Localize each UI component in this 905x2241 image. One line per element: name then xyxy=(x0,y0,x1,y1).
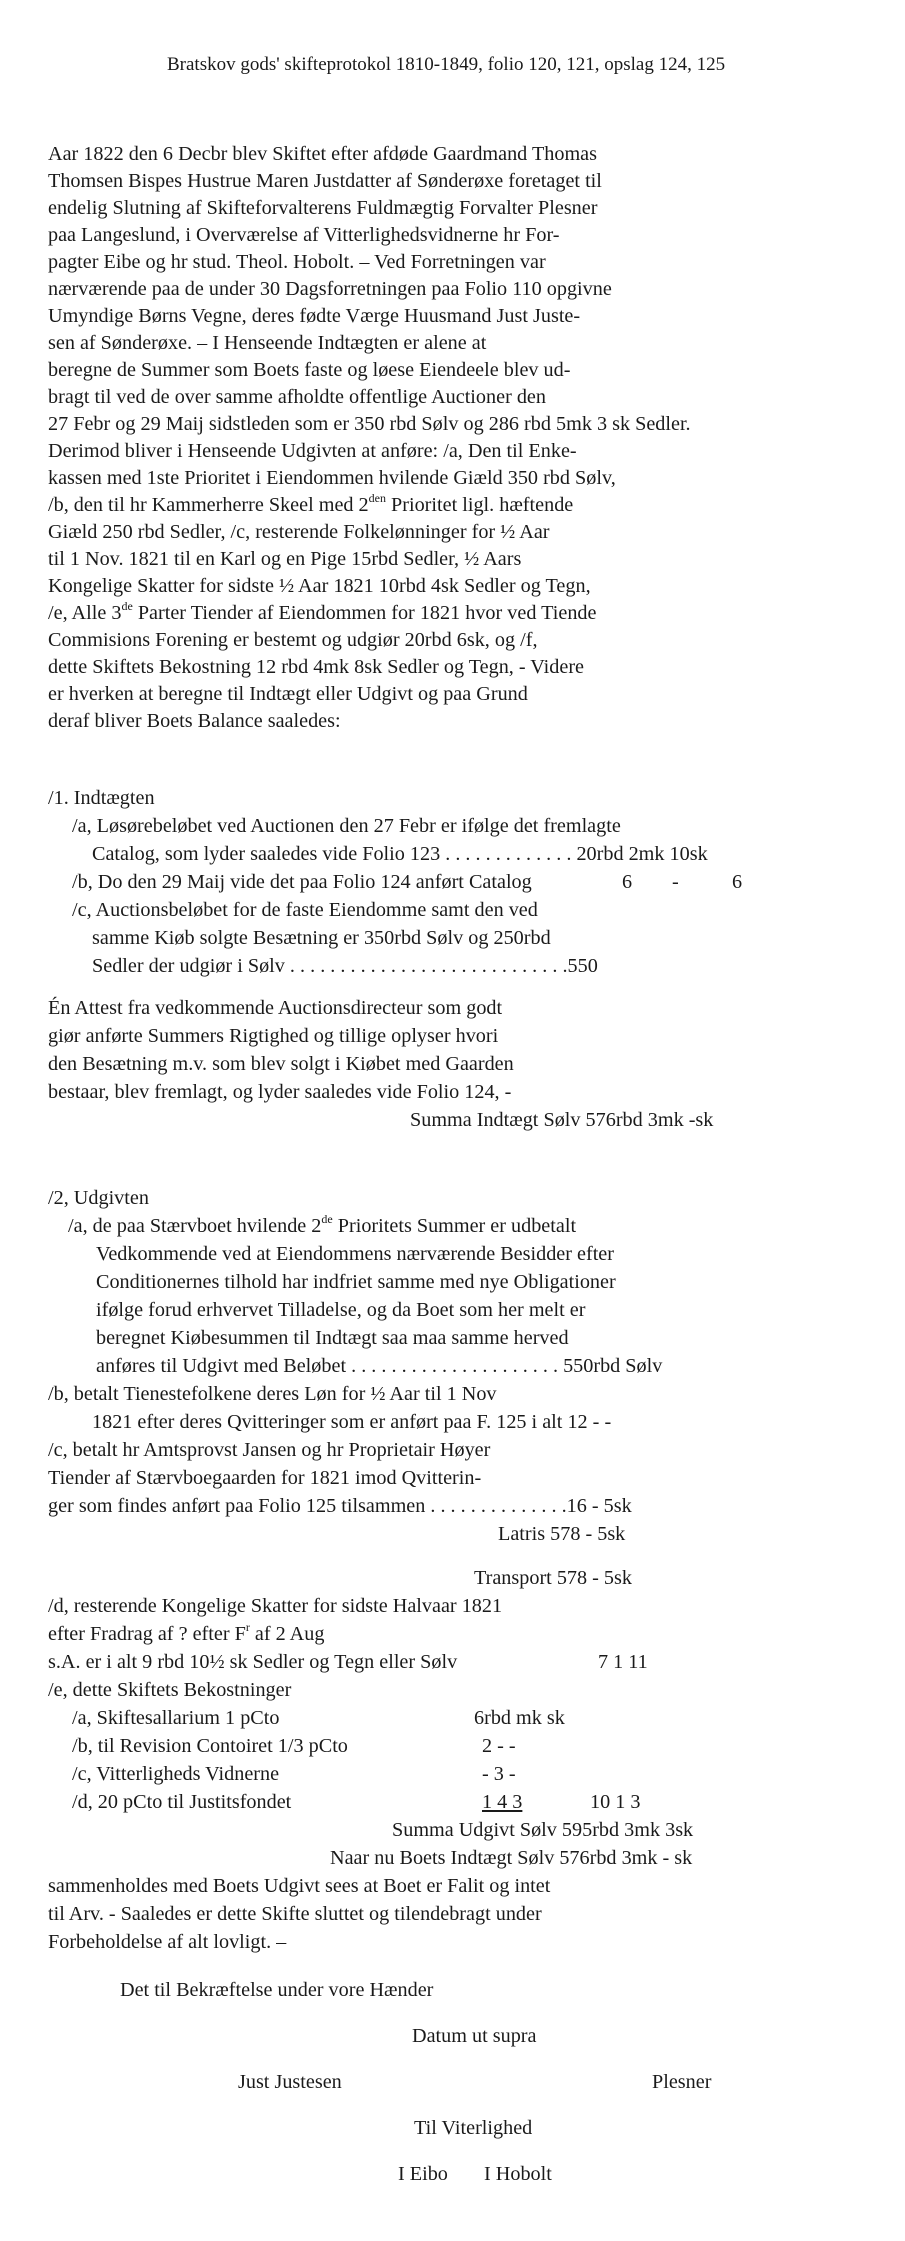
closing-line-1: sammenholdes med Boets Udgivt sees at Boet er Falit og intet xyxy=(48,1875,551,1897)
expense-a-line-5: beregnet Kiøbesummen til Indtægt saa maa samme herved xyxy=(96,1327,569,1349)
naar-nu-line: Naar nu Boets Indtægt Sølv 576rbd 3mk - sk xyxy=(330,1847,693,1869)
intro-line: Umyndige Børns Vegne, deres fødte Værge Huusmand Just Juste- xyxy=(48,305,581,327)
confirmation-line: Det til Bekræftelse under vore Hænder xyxy=(120,1979,434,2001)
intro-line: Kongelige Skatter for sidste ½ Aar 1821 10rbd 4sk Sedler og Tegn, xyxy=(48,575,591,597)
witness-signature-2: I Hobolt xyxy=(484,2163,552,2185)
expense-d-amount: 7 1 11 xyxy=(598,1651,648,1673)
cost-item-label: /a, Skiftesallarium 1 pCto xyxy=(72,1707,280,1729)
intro-line: Commisions Forening er bestemt og udgiør 20rbd 6sk, og /f, xyxy=(48,629,538,651)
intro-line: pagter Eibe og hr stud. Theol. Hobolt. – Ved Forretningen var xyxy=(48,251,546,273)
intro-line: /e, Alle 3de Parter Tiender af Eiendommen for 1821 hvor ved Tiende xyxy=(48,599,597,624)
income-c-line-1: /c, Auctionsbeløbet for de faste Eiendomme samt den ved xyxy=(72,899,538,921)
intro-line: deraf bliver Boets Balance saaledes: xyxy=(48,710,341,732)
expense-b-line-2: 1821 efter deres Qvitteringer som er anført paa F. 125 i alt 12 - - xyxy=(92,1411,612,1433)
intro-line: Giæld 250 rbd Sedler, /c, resterende Folkelønninger for ½ Aar xyxy=(48,521,550,543)
expense-d-line-3: s.A. er i alt 9 rbd 10½ sk Sedler og Tegn eller Sølv xyxy=(48,1651,458,1673)
income-c-line-3: Sedler der udgiør i Sølv . . . . . . . . . . . . . . . . . . . . . . . . . . . .550 xyxy=(92,955,598,977)
expense-a-line-3: Conditionernes tilhold har indfriet samme med nye Obligationer xyxy=(96,1271,616,1293)
income-b-line: /b, Do den 29 Maij vide det paa Folio 124 anført Catalog xyxy=(72,871,532,893)
transport-line: Transport 578 - 5sk xyxy=(474,1567,632,1589)
attest-line-3: den Besætning m.v. som blev solgt i Kiøbet med Gaarden xyxy=(48,1053,514,1075)
income-b-sk: 6 xyxy=(732,871,743,893)
witness-heading: Til Viterlighed xyxy=(414,2117,533,2139)
closing-line-2: til Arv. - Saaledes er dette Skifte sluttet og tilendebragt under xyxy=(48,1903,542,1925)
expense-c-line-2: Tiender af Stærvboegaarden for 1821 imod Qvitterin- xyxy=(48,1467,482,1489)
intro-line: Derimod bliver i Henseende Udgivten at anføre: /a, Den til Enke- xyxy=(48,440,577,462)
expense-a-line-1: /a, de paa Stærvboet hvilende 2de Prioritets Summer er udbetalt xyxy=(68,1212,577,1237)
intro-line: nærværende paa de under 30 Dagsforretningen paa Folio 110 opgivne xyxy=(48,278,612,300)
cost-item-label: /d, 20 pCto til Justitsfondet xyxy=(72,1791,292,1813)
summa-udgivt: Summa Udgivt Sølv 595rbd 3mk 3sk xyxy=(392,1819,694,1841)
witness-signature-1: I Eibo xyxy=(398,2163,448,2185)
expense-b-line-1: /b, betalt Tienestefolkene deres Løn for ½ Aar til 1 Nov xyxy=(48,1383,497,1405)
cost-item-label: /b, til Revision Contoiret 1/3 pCto xyxy=(72,1735,348,1757)
income-b-rbd: 6 xyxy=(622,871,633,893)
cost-item-amount: 1 4 3 xyxy=(482,1791,523,1813)
datum-line: Datum ut supra xyxy=(412,2025,537,2047)
income-a-line-1: /a, Løsørebeløbet ved Auctionen den 27 Febr er ifølge det fremlagte xyxy=(72,815,621,837)
expense-d-line-2: efter Fradrag af ? efter $F^r$ af 2 Aug xyxy=(48,1620,325,1645)
intro-line: Aar 1822 den 6 Decbr blev Skiftet efter afdøde Gaardmand Thomas xyxy=(48,143,597,165)
expense-a-line-6: anføres til Udgivt med Beløbet . . . . . . . . . . . . . . . . . . . . . 550rbd Sølv xyxy=(96,1355,663,1377)
attest-line-2: giør anførte Summers Rigtighed og tillige oplyser hvori xyxy=(48,1025,499,1047)
cost-item-label: /c, Vitterligheds Vidnerne xyxy=(72,1763,280,1785)
intro-line: er hverken at beregne til Indtægt eller Udgivt og paa Grund xyxy=(48,683,528,705)
intro-line: sen af Sønderøxe. – I Henseende Indtægten er alene at xyxy=(48,332,487,354)
expense-d-line-1: /d, resterende Kongelige Skatter for sidste Halvaar 1821 xyxy=(48,1595,503,1617)
income-a-line-2: Catalog, som lyder saaledes vide Folio 123 . . . . . . . . . . . . . 20rbd 2mk 10sk xyxy=(92,843,708,865)
income-c-line-2: samme Kiøb solgte Besætning er 350rbd Sølv og 250rbd xyxy=(92,927,551,949)
intro-line: bragt til ved de over samme afholdte offentlige Auctioner den xyxy=(48,386,546,408)
intro-line: kassen med 1ste Prioritet i Eiendommen hvilende Giæld 350 rbd Sølv, xyxy=(48,467,616,489)
expense-e-line: /e, dette Skiftets Bekostninger xyxy=(48,1679,292,1701)
intro-line: paa Langeslund, i Overværelse af Vitterlighedsvidnerne hr For- xyxy=(48,224,560,246)
intro-line: endelig Slutning af Skifteforvalterens Fuldmægtig Forvalter Plesner xyxy=(48,197,598,219)
expense-a-line-2: Vedkommende ved at Eiendommens nærværende Besidder efter xyxy=(96,1243,614,1265)
expense-c-line-1: /c, betalt hr Amtsprovst Jansen og hr Proprietair Høyer xyxy=(48,1439,491,1461)
income-b-mk: - xyxy=(672,871,679,893)
page-header: Bratskov gods' skifteprotokol 1810-1849, folio 120, 121, opslag 124, 125 xyxy=(167,54,726,75)
closing-line-3: Forbeholdelse af alt lovligt. – xyxy=(48,1931,287,1953)
attest-line-4: bestaar, blev fremlagt, og lyder saaledes vide Folio 124, - xyxy=(48,1081,512,1103)
income-total: Summa Indtægt Sølv 576rbd 3mk -sk xyxy=(410,1109,714,1131)
expense-a-line-4: ifølge forud erhvervet Tilladelse, og da Boet som her melt er xyxy=(96,1299,586,1321)
latris-line: Latris 578 - 5sk xyxy=(498,1523,626,1545)
income-heading: /1. Indtægten xyxy=(48,787,155,809)
intro-line: til 1 Nov. 1821 til en Karl og en Pige 15rbd Sedler, ½ Aars xyxy=(48,548,522,570)
intro-line: dette Skiftets Bekostning 12 rbd 4mk 8sk Sedler og Tegn, - Videre xyxy=(48,656,585,678)
intro-line: beregne de Summer som Boets faste og løese Eiendeele blev ud- xyxy=(48,359,571,381)
cost-item-amount: - 3 - xyxy=(482,1763,516,1785)
expense-c-line-3: ger som findes anført paa Folio 125 tilsammen . . . . . . . . . . . . . .16 - 5sk xyxy=(48,1495,632,1517)
intro-line: 27 Febr og 29 Maij sidstleden som er 350 rbd Sølv og 286 rbd 5mk 3 sk Sedler. xyxy=(48,413,691,435)
intro-line: Thomsen Bispes Hustrue Maren Justdatter af Sønderøxe foretaget til xyxy=(48,170,602,192)
cost-item-amount: 2 - - xyxy=(482,1735,516,1757)
expense-heading: /2, Udgivten xyxy=(48,1187,149,1209)
cost-subtotal: 10 1 3 xyxy=(590,1791,641,1813)
attest-line-1: Én Attest fra vedkommende Auctionsdirecteur som godt xyxy=(48,997,503,1019)
signature-right: Plesner xyxy=(652,2071,712,2093)
cost-item-amount: 6rbd mk sk xyxy=(474,1707,565,1729)
signature-left: Just Justesen xyxy=(238,2071,342,2093)
intro-line: /b, den til hr Kammerherre Skeel med $2^{den}$ Prioritet ligl. hæftende xyxy=(48,491,574,516)
